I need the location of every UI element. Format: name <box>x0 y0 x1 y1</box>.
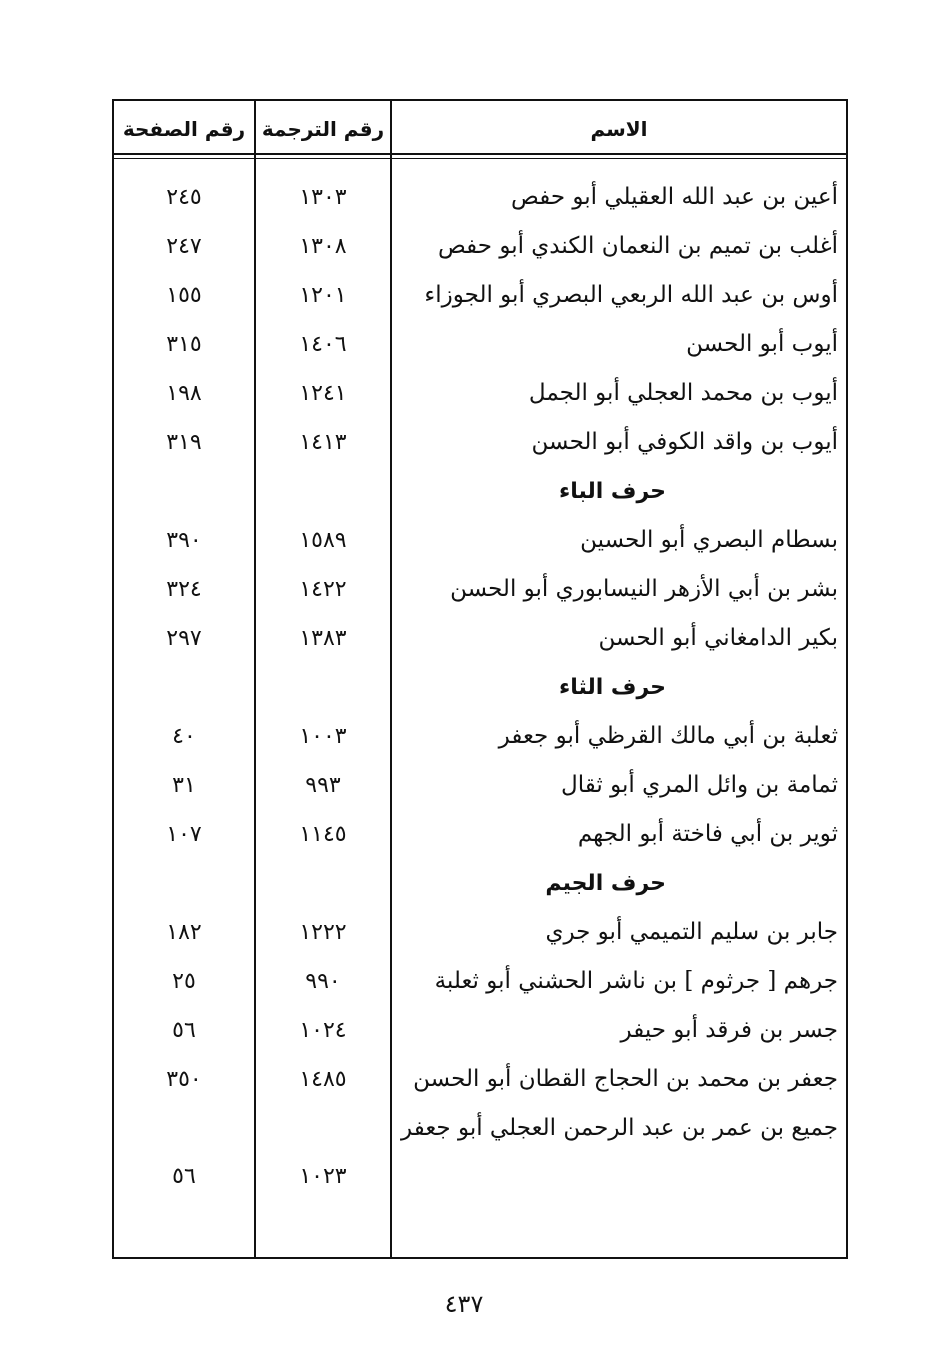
tarjama-cell: ١٠٠٣ <box>299 724 347 749</box>
name-cell: أغلب بن تميم بن النعمان الكندي أبو حفص <box>437 233 838 259</box>
page-cell: ١٥٥ <box>166 283 202 308</box>
header-divider <box>114 153 846 155</box>
page-cell: ٥٦ <box>172 1018 196 1043</box>
section-heading: حرف الباء <box>558 479 666 504</box>
name-cell: أوس بن عبد الله الربعي البصري أبو الجوزاء <box>424 282 838 308</box>
name-cell: ثوير بن أبي فاختة أبو الجهم <box>577 821 838 847</box>
table-row <box>114 810 846 859</box>
name-cell: جعفر بن محمد بن الحجاج القطان أبو الحسن <box>413 1066 838 1092</box>
tarjama-cell: ٩٩٠ <box>305 969 341 994</box>
table-row <box>114 516 846 565</box>
name-cell: أعين بن عبد الله العقيلي أبو حفص <box>511 184 838 210</box>
tarjama-cell: ١٥٨٩ <box>299 528 347 553</box>
tarjama-cell: ١٣٠٨ <box>299 234 347 259</box>
section-heading: حرف الثاء <box>558 675 666 700</box>
page-cell: ٢٥ <box>172 969 196 994</box>
tarjama-cell: ١٠٢٣ <box>299 1164 347 1189</box>
table-row <box>114 271 846 320</box>
tarjama-cell: ١٢٠١ <box>299 283 347 308</box>
table-row <box>114 1055 846 1104</box>
header-divider <box>114 158 846 159</box>
table-row <box>114 908 846 957</box>
header-page-number: رقم الصفحة <box>122 117 246 141</box>
page-cell: ٢٤٥ <box>166 185 202 210</box>
tarjama-cell: ١٤١٣ <box>299 430 347 455</box>
header-tarjama-number: رقم الترجمة <box>261 117 385 141</box>
table-row <box>114 957 846 1006</box>
name-cell: جسر بن فرقد أبو حيفر <box>620 1017 838 1043</box>
name-cell: بسطام البصري أبو الحسين <box>580 527 838 553</box>
name-cell: جابر بن سليم التميمي أبو جري <box>545 919 838 945</box>
section-heading-row <box>114 859 846 908</box>
table-row <box>114 712 846 761</box>
table-body <box>114 173 846 1200</box>
name-cell: أيوب بن واقد الكوفي أبو الحسن <box>531 429 838 455</box>
page-cell: ٣٩٠ <box>166 528 202 553</box>
page-cell: ٢٩٧ <box>166 626 202 651</box>
name-cell: جرهم [ جرثوم ] بن ناشر الحشني أبو ثعلبة <box>434 968 838 994</box>
tarjama-cell: ١٢٤١ <box>299 381 347 406</box>
page-cell: ٢٤٧ <box>166 234 202 259</box>
table-row <box>114 1006 846 1055</box>
name-cell: جميع بن عمر بن عبد الرحمن العجلي أبو جعفر <box>401 1115 838 1141</box>
tarjama-cell: ١٠٢٤ <box>299 1018 347 1043</box>
section-heading-row <box>114 663 846 712</box>
tarjama-cell: ١٣٨٣ <box>299 626 347 651</box>
page-cell: ٣٥٠ <box>166 1067 202 1092</box>
table-row <box>114 761 846 810</box>
page-cell: ١٨٢ <box>166 920 202 945</box>
tarjama-cell: ١٤٠٦ <box>299 332 347 357</box>
table-row <box>114 614 846 663</box>
section-heading: حرف الجيم <box>545 871 666 896</box>
table-row <box>114 1104 846 1200</box>
page-cell: ٣١٥ <box>166 332 202 357</box>
page-cell: ٣١٩ <box>166 430 202 455</box>
tarjama-cell: ٩٩٣ <box>305 773 341 798</box>
tarjama-cell: ١٣٠٣ <box>299 185 347 210</box>
name-cell: أيوب بن محمد العجلي أبو الجمل <box>528 380 838 406</box>
name-cell: ثمامة بن وائل المري أبو ثقال <box>561 772 838 798</box>
tarjama-cell: ١١٤٥ <box>299 822 347 847</box>
table-row <box>114 173 846 222</box>
index-table <box>112 99 848 1259</box>
page-cell: ١٠٧ <box>166 822 202 847</box>
table-row <box>114 222 846 271</box>
table-row <box>114 369 846 418</box>
page-cell: ٥٦ <box>172 1164 196 1189</box>
header-name: الاسم <box>590 117 648 141</box>
table-row <box>114 565 846 614</box>
tarjama-cell: ١٤٢٢ <box>299 577 347 602</box>
page-cell: ١٩٨ <box>166 381 202 406</box>
page-cell: ٣١ <box>172 773 196 798</box>
table-row <box>114 418 846 467</box>
name-cell: ثعلبة بن أبي مالك القرظي أبو جعفر <box>498 723 838 749</box>
page-cell: ٣٢٤ <box>166 577 202 602</box>
page-cell: ٤٠ <box>172 724 196 749</box>
name-cell: بشر بن أبي الأزهر النيسابوري أبو الحسن <box>450 576 838 602</box>
tarjama-cell: ١٤٨٥ <box>299 1067 347 1092</box>
tarjama-cell: ١٢٢٢ <box>299 920 347 945</box>
section-heading-row <box>114 467 846 516</box>
name-cell: بكير الدامغاني أبو الحسن <box>598 625 838 651</box>
name-cell: أيوب أبو الحسن <box>686 331 838 357</box>
table-row <box>114 320 846 369</box>
page-number: ٤٣٧ <box>444 1290 484 1318</box>
